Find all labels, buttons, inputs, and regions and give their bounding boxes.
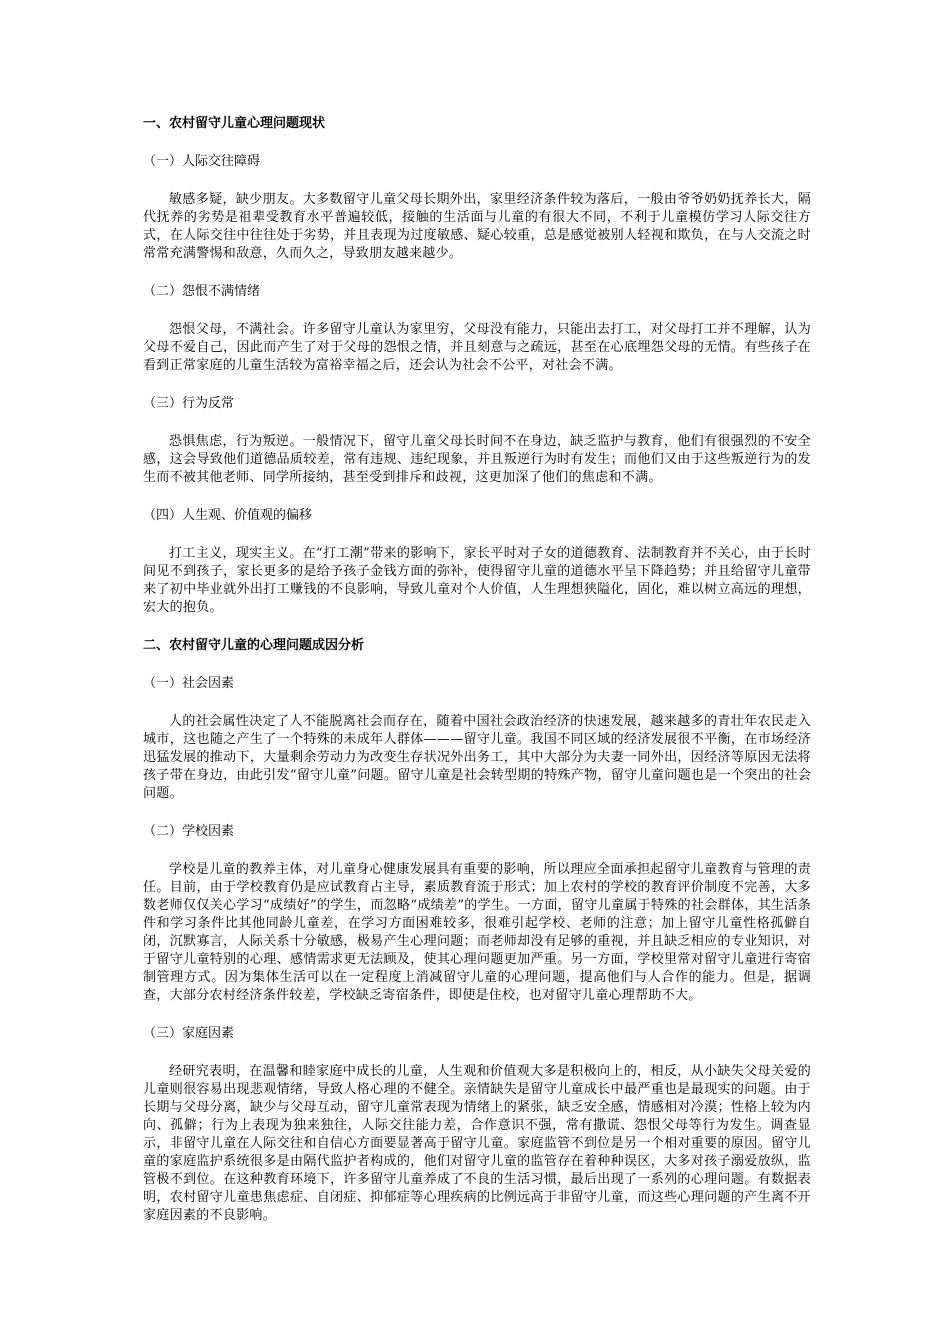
paragraph: 学校是儿童的教养主体，对儿童身心健康发展具有重要的影响，所以理应全面承担起留守儿童教育与管理的责任。目前，由于学校教育仍是应试教育占主导，素质教育流于形式；加上农村的学校的教育评价制度不完善，大多数老师仅仅关心学习“成绩好”的学生，而忽略“成绩差”的学生。一方面，留守儿童属于特殊的社会群体，其生活条件和学习条件比其他同龄儿童差，在学习方面困难较多，很难引起学校、老师的注意；加上留守儿童性格孤僻自闭，沉默寡言，人际关系十分敏感，极易产生心理问题；而老师却没有足够的重视，并且缺乏相应的专业知识，对于留守儿童特别的心理、感情需求更无法顾及，使其心理问题更加严重。另一方面，学校里常对留守儿童进行寄宿制管理方式。因为集体生活可以在一定程度上消减留守儿童的心理问题，提高他们与人合作的能力。但是，据调查，大部分农村经济条件较差，学校缺乏寄宿条件，即使是住校，也对留守儿童心理帮助不大。: [143, 862, 811, 1003]
document-body: [143, 115, 811, 1245]
paragraph: 经研究表明，在温馨和睦家庭中成长的儿童，人生观和价值观大多是积极向上的，相反，从小缺失父母关爱的儿童则很容易出现悲观情绪，导致人格心理的不健全。亲情缺失是留守儿童成长中最严重也是最现实的问题。由于长期与父母分离，缺少与父母互动，留守儿童常表现为情绪上的紧张，缺乏安全感，情感相对冷漠；性格上较为内向、孤僻；行为上表现为独来独往，人际交往能力差，合作意识不强，常有撒谎、怨恨父母等行为发生。调查显示，非留守儿童在人际交往和自信心方面要显著高于留守儿童。家庭监管不到位是另一个相对重要的原因。留守儿童的家庭监护系统很多是由隔代监护者构成的，他们对留守儿童的监管存在着种种误区，大多对孩子溺爱放纵，监管极不到位。在这种教育环境下，许多留守儿童养成了不良的生活习惯，最后出现了一系列的心理问题。有数据表明，农村留守儿童患焦虑症、自闭症、抑郁症等心理疾病的比例远高于非留守儿童，而这些心理问题的产生离不开家庭因素的不良影响。: [143, 1064, 811, 1223]
section-title: 二、农村留守儿童的心理问题成因分析: [143, 638, 365, 653]
paragraph: 打工主义，现实主义。在“打工潮”带来的影响下，家长平时对子女的道德教育、法制教育并不关心，由于长时间见不到孩子，家长更多的是给予孩子金钱方面的弥补，使得留守儿童的道德水平呈下降趋势；并且给留守儿童带来了初中毕业就外出打工赚钱的不良影响，导致儿童对个人价值，人生理想狭隘化，固化，难以树立高远的理想，宏大的抱负。: [143, 546, 811, 615]
paragraph: 怨恨父母，不满社会。许多留守儿童认为家里穷，父母没有能力，只能出去打工，对父母打工并不理解，认为父母不爱自己，因此而产生了对于父母的怨恨之情，并且刻意与之疏远，甚至在心底埋怨父母的无情。有些孩子在看到正常家庭的儿童生活较为富裕幸福之后，还会认为社会不公平，对社会不满。: [143, 322, 811, 373]
subsection-heading: （一）人际交往障碍: [143, 154, 261, 169]
paragraph: 敏感多疑，缺少朋友。大多数留守儿童父母长期外出，家里经济条件较为落后，一般由爷爷奶奶抚养长大，隔代抚养的劣势是祖辈受教育水平普遍较低，接触的生活面与儿童的有很大不同，不利于儿童模仿学习人际交往方式，在人际交往中往往处于劣势，并且表现为过度敏感、疑心较重，总是感觉被别人轻视和欺负，在与人交流之时常常充满警惕和敌意，久而久之，导致朋友越来越少。: [143, 192, 811, 261]
subsection-heading: （一）社会因素: [143, 676, 235, 691]
section-title: 一、农村留守儿童心理问题现状: [143, 116, 326, 131]
subsection-heading: （二）怨恨不满情绪: [143, 284, 261, 299]
paragraph: 恐惧焦虑，行为叛逆。一般情况下，留守儿童父母长时间不在身边，缺乏监护与教育，他们有很强烈的不安全感，这会导致他们道德品质较差，常有违规、违纪现象，并且叛逆行为时有发生；而他们又由于这些叛逆行为的发生而不被其他老师、同学所接纳，甚至受到排斥和歧视，这更加深了他们的焦虑和不满。: [143, 434, 811, 485]
subsection-heading: （三）家庭因素: [143, 1026, 235, 1041]
subsection-heading: （三）行为反常: [143, 396, 235, 411]
paragraph: 人的社会属性决定了人不能脱离社会而存在，随着中国社会政治经济的快速发展，越来越多的青壮年农民走入城市，这也随之产生了一个特殊的未成年人群体———留守儿童。我国不同区域的经济发展很不平衡，在市场经济迅猛发展的推动下，大量剩余劳动力为改变生存状况外出务工，其中大部分为夫妻一同外出，因经济等原因无法将孩子带在身边，由此引发“留守儿童”问题。留守儿童是社会转型期的特殊产物，留守儿童问题也是一个突出的社会问题。: [143, 714, 811, 801]
subsection-heading: （二）学校因素: [143, 824, 235, 839]
subsection-heading: （四）人生观、价值观的偏移: [143, 508, 313, 523]
